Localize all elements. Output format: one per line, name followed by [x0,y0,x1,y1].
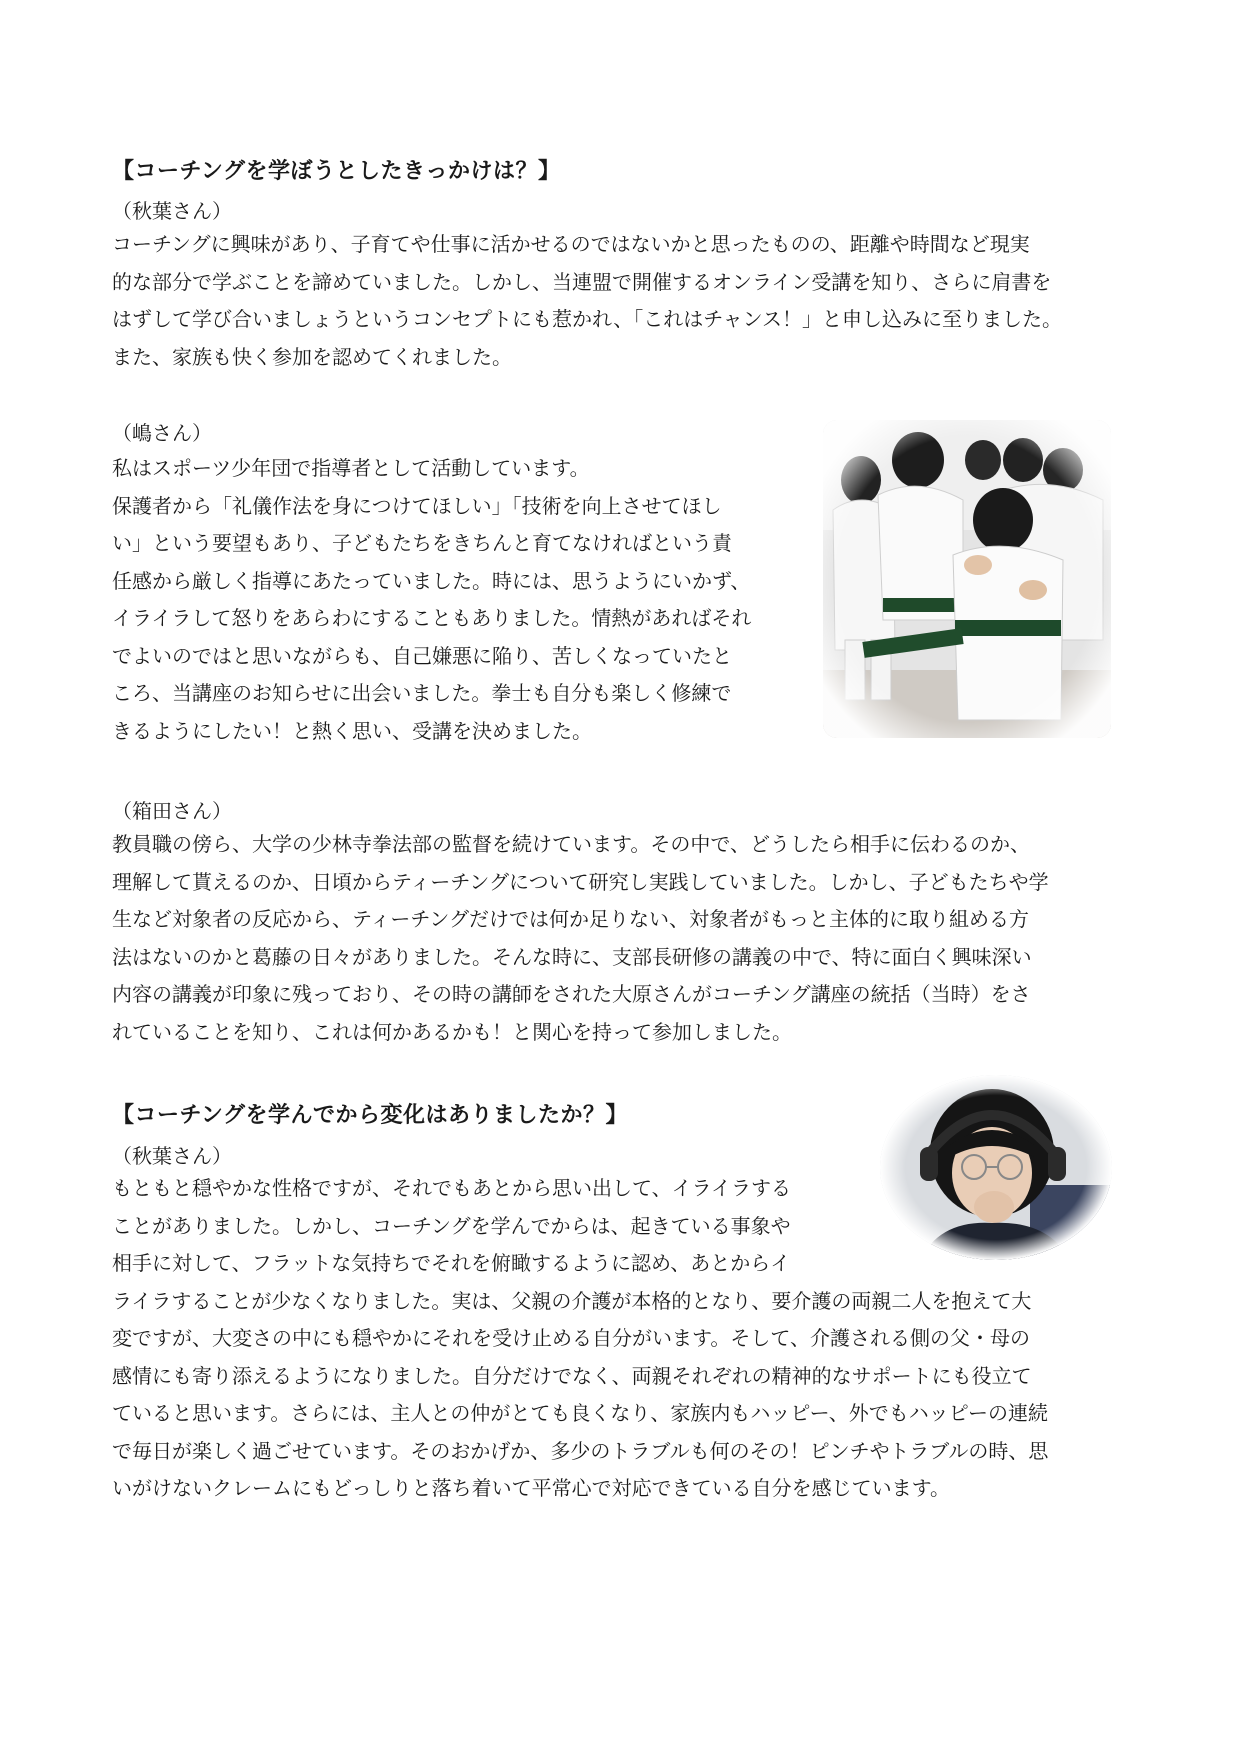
section-heading-motivation: 【コーチングを学ぼうとしたきっかけは？】 [112,159,561,184]
text-line: イライラして怒りをあらわにすることもありました。情熱があればそれ [112,606,752,630]
text-line: 保護者から「礼儀作法を身につけてほしい」「技術を向上させてほし [112,493,722,518]
text-line: い」という要望もあり、子どもたちをきちんと育てなければという責 [112,531,732,555]
text-line: 相手に対して、フラットな気持ちでそれを俯瞰するように認め、あとからイ [112,1251,791,1275]
text-line: コーチングに興味があり、子育てや仕事に活かせるのではないかと思ったものの、距離や時間など現実 [112,232,1030,256]
text-line: 教員職の傍ら、大学の少林寺拳法部の監督を続けています。その中で、どうしたら相手に伝わるのか、 [112,832,1030,856]
text-line: いがけないクレームにもどっしりと落ち着いて平常心で対応できている自分を感じています。 [112,1476,950,1500]
text-line: 変ですが、大変さの中にも穏やかにそれを受け止める自分がいます。そして、介護される側の父・母の [112,1326,1030,1350]
karate-class-photo [823,420,1111,738]
speaker-hakoda: （箱田さん） [112,799,232,823]
text-line: れていることを知り、これは何かあるかも！と関心を持って参加しました。 [112,1019,792,1044]
text-line: 的な部分で学ぶことを諦めていました。しかし、当連盟で開催するオンライン受講を知り、さらに肩書を [112,269,1052,294]
speaker-akiha-changes: （秋葉さん） [112,1144,232,1168]
text-line: でよいのではと思いながらも、自己嫌悪に陥り、苦しくなっていたと [112,643,732,668]
paragraph-akiha-motivation [112,226,1062,376]
text-line: で毎日が楽しく過ごせています。そのおかげか、多少のトラブルも何のその！ピンチやトラブルの時、思 [112,1438,1049,1463]
text-line: ころ、当講座のお知らせに出会いました。拳士も自分も楽しく修練で [112,681,732,705]
text-line: 法はないのかと葛藤の日々がありました。そんな時に、支部長研修の講義の中で、特に面白く興味深い [112,944,1032,969]
text-line: 内容の講義が印象に残っており、その時の講師をされた大原さんがコーチング講座の統括（当時）をさ [112,982,1031,1006]
text-line: 任感から厳しく指導にあたっていました。時には、思うようにいかず、 [112,568,751,593]
text-line: 生など対象者の反応から、ティーチングだけでは何か足りない、対象者がもっと主体的に取り組める方 [112,907,1029,931]
text-line: ていると思います。さらには、主人との仲がとても良くなり、家族内もハッピー、外でもハッピーの連続 [112,1401,1048,1425]
text-line: 私はスポーツ少年団で指導者として活動しています。 [112,456,590,480]
paragraph-shima-motivation [112,450,751,750]
text-line: きるようにしたい！と熱く思い、受講を決めました。 [112,718,592,743]
text-line: 理解して貰えるのか、日頃からティーチングについて研究し実践していました。しかし、子どもたちや学 [112,869,1049,894]
speaker-akiha: （秋葉さん） [112,199,232,223]
text-line: ことがありました。しかし、コーチングを学んでからは、起きている事象や [112,1213,791,1238]
text-line: また、家族も快く参加を認めてくれました。 [112,344,512,369]
paragraph-akiha-changes [112,1170,1048,1508]
text-line: ライラすることが少なくなりました。実は、父親の介護が本格的となり、要介護の両親二人を抱えて大 [112,1288,1032,1313]
text-line: はずして学び合いましょうというコンセプトにも惹かれ、「これはチャンス！」と申し込みに至りました。 [112,307,1062,331]
section-heading-changes: 【コーチングを学んでから変化はありましたか？】 [112,1103,628,1128]
paragraph-hakoda-motivation [112,826,1049,1051]
speaker-shima: （嶋さん） [112,421,212,445]
text-line: もともと穏やかな性格ですが、それでもあとから思い出して、イライラする [112,1176,791,1200]
text-line: 感情にも寄り添えるようになりました。自分だけでなく、両親それぞれの精神的なサポートにも役立て [112,1363,1032,1388]
